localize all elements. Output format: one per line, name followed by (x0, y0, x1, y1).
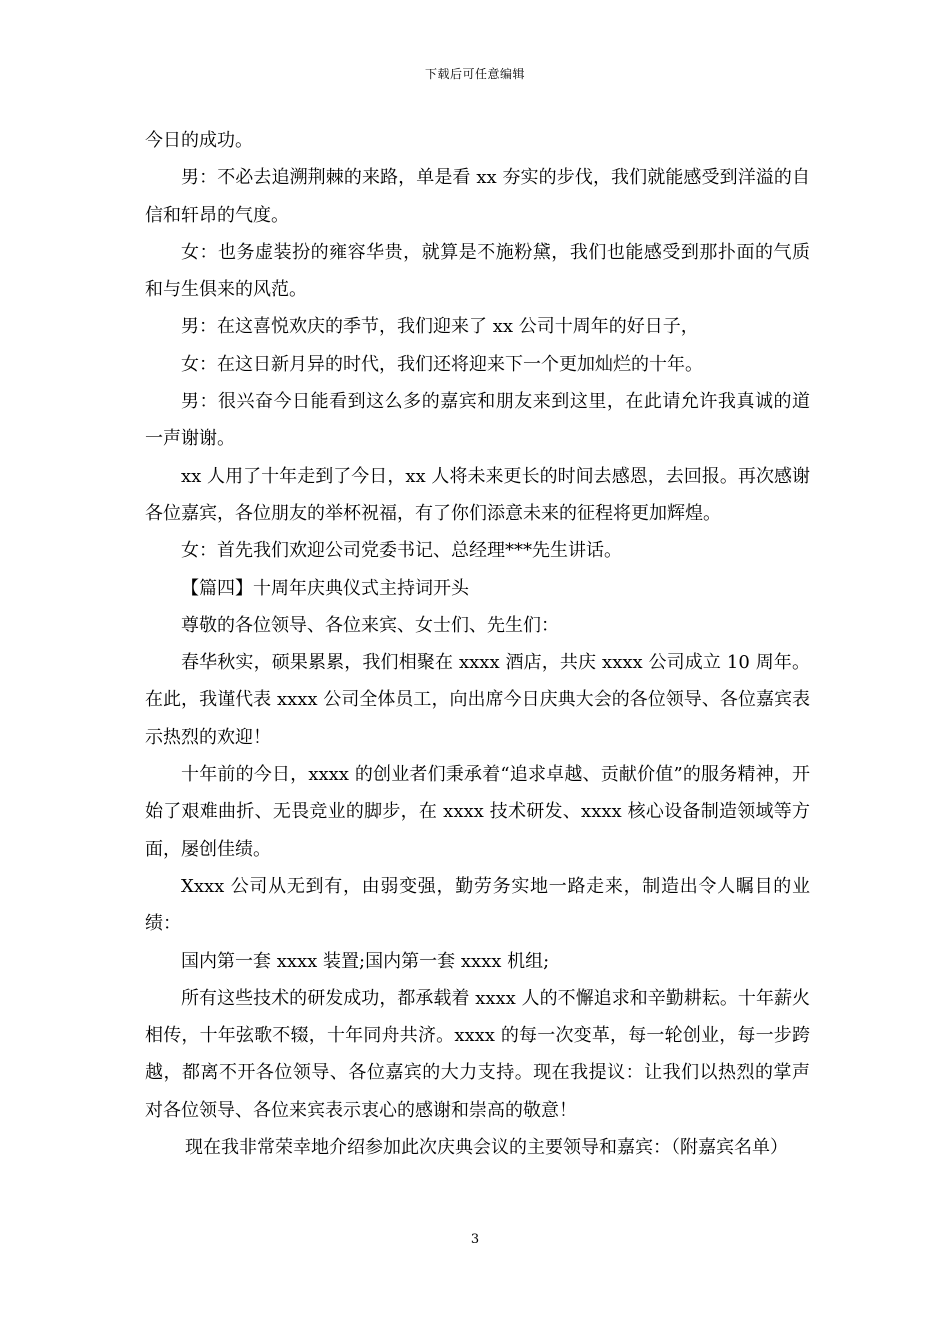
paragraph: 今日的成功。 (145, 130, 253, 151)
paragraph: 女：也务虚装扮的雍容华贵，就算是不施粉黛，我们也能感受到那扑面的气质和与生俱来的风范。 (145, 241, 810, 301)
paragraph: 十年前的今日，xxxx 的创业者们秉承着“追求卓越、贡献价值”的服务精神，开始了艰难曲折、无畏竞业的脚步，在 xxxx 技术研发、xxxx 核心设备制造领域等方面，屡创佳绩。 (145, 764, 810, 860)
salutation: 尊敬的各位领导、各位来宾、女士们、先生们： (181, 614, 559, 636)
paragraph: 女：首先我们欢迎公司党委书记、总经理***先生讲话。 (181, 540, 622, 562)
paragraph: 春华秋实，硕果累累，我们相聚在 xxxx 酒店，共庆 xxxx 公司成立 10 周年。在此，我谨代表 xxxx 公司全体员工，向出席今日庆典大会的各位领导、各位嘉宾表示热烈的欢迎！ (145, 652, 810, 748)
paragraph: xx 人用了十年走到了今日，xx 人将未来更长的时间去感恩，去回报。再次感谢各位嘉宾，各位朋友的举杯祝福，有了你们添意未来的征程将更加辉煌。 (145, 465, 810, 524)
page-header: 下载后可任意编辑 (424, 67, 525, 81)
section-heading: 【篇四】十周年庆典仪式主持词开头 (181, 577, 469, 599)
paragraph: 国内第一套 xxxx 装置;国内第一套 xxxx 机组; (181, 950, 550, 972)
paragraph: 男：很兴奋今日能看到这么多的嘉宾和朋友来到这里，在此请允许我真诚的道一声谢谢。 (145, 391, 810, 450)
paragraph: 女：在这日新月异的时代，我们还将迎来下一个更加灿烂的十年。 (181, 353, 703, 375)
paragraph: Xxxx 公司从无到有，由弱变强，勤劳务实地一路走来，制造出令人瞩目的业绩： (145, 875, 810, 935)
paragraph: 男：在这喜悦欢庆的季节，我们迎来了 xx 公司十周年的好日子， (181, 316, 699, 338)
document-body (145, 122, 810, 1166)
paragraph: 所有这些技术的研发成功，都承载着 xxxx 人的不懈追求和辛勤耕耘。十年薪火相传，十年弦歌不辍，十年同舟共济。xxxx 的每一次变革，每一轮创业，每一步跨越，都离不开各位领导、各位嘉宾的大力支持。现在我提议：让我们以热烈的掌声对各位领导、各位来宾表示衷心的感谢和崇高的敬意！ (145, 987, 810, 1121)
page-number: 3 (470, 1232, 480, 1247)
paragraph: 男：不必去追溯荆棘的来路，单是看 xx 夯实的步伐，我们就能感受到洋溢的自信和轩昂的气度。 (145, 167, 810, 226)
paragraph: 现在我非常荣幸地介绍参加此次庆典会议的主要领导和嘉宾：（附嘉宾名单） (185, 1137, 788, 1159)
